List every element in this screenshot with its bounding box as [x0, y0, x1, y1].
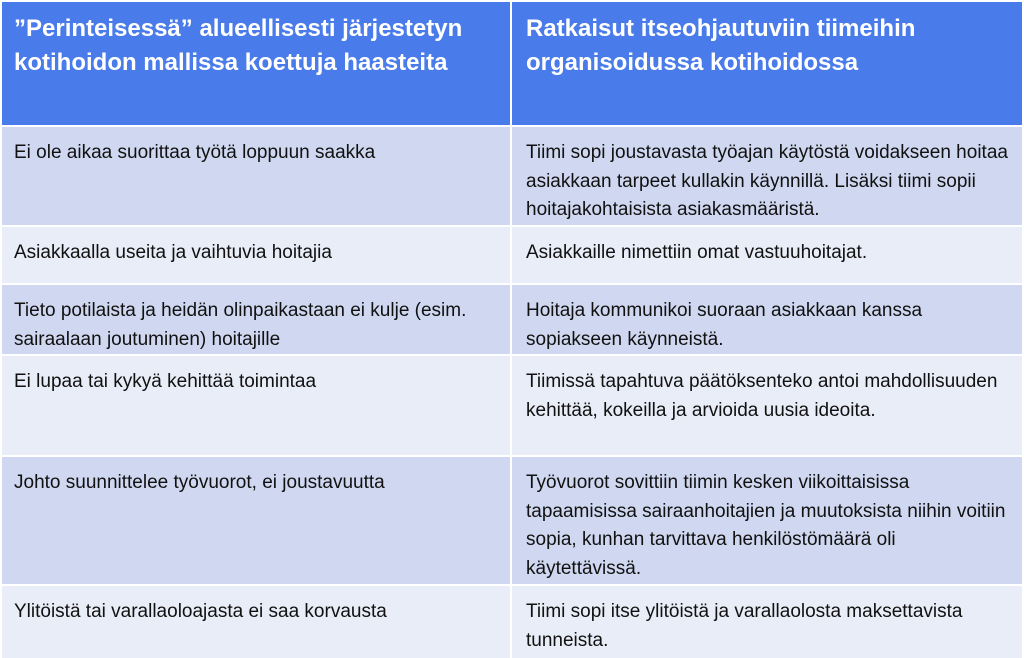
header-challenges: ”Perinteisessä” alueellisesti järjestetyn kotihoidon mallissa koettuja haasteita — [2, 2, 510, 125]
row-6-solution: Tiimi sopi itse ylitöistä ja varallaolosta maksettavista tunneista. — [512, 586, 1022, 658]
comparison-table — [2, 2, 1022, 658]
row-4-solution: Tiimissä tapahtuva päätöksenteko antoi mahdollisuuden kehittää, kokeilla ja arvioida uusia ideoita. — [512, 356, 1022, 455]
row-3-solution: Hoitaja kommunikoi suoraan asiakkaan kanssa sopiakseen käynneistä. — [512, 285, 1022, 354]
row-5-challenge: Johto suunnittelee työvuorot, ei joustavuutta — [2, 457, 510, 584]
row-1-solution: Tiimi sopi joustavasta työajan käytöstä voidakseen hoitaa asiakkaan tarpeet kullakin käynnillä. Lisäksi tiimi sopii hoitajakohtaisista asiakasmääristä. — [512, 127, 1022, 225]
row-4-challenge: Ei lupaa tai kykyä kehittää toimintaa — [2, 356, 510, 455]
header-solutions: Ratkaisut itseohjautuviin tiimeihin organisoidussa kotihoidossa — [512, 2, 1022, 125]
row-2-challenge: Asiakkaalla useita ja vaihtuvia hoitajia — [2, 227, 510, 283]
row-3-challenge: Tieto potilaista ja heidän olinpaikastaan ei kulje (esim. sairaalaan joutuminen) hoitajille — [2, 285, 510, 354]
row-5-solution: Työvuorot sovittiin tiimin kesken viikoittaisissa tapaamisissa sairaanhoitajien ja muutoksista niihin voitiin sopia, kunhan tarvittava henkilöstömäärä oli käytettävissä. — [512, 457, 1022, 584]
row-2-solution: Asiakkaille nimettiin omat vastuuhoitajat. — [512, 227, 1022, 283]
row-6-challenge: Ylitöistä tai varallaoloajasta ei saa korvausta — [2, 586, 510, 658]
row-1-challenge: Ei ole aikaa suorittaa työtä loppuun saakka — [2, 127, 510, 225]
